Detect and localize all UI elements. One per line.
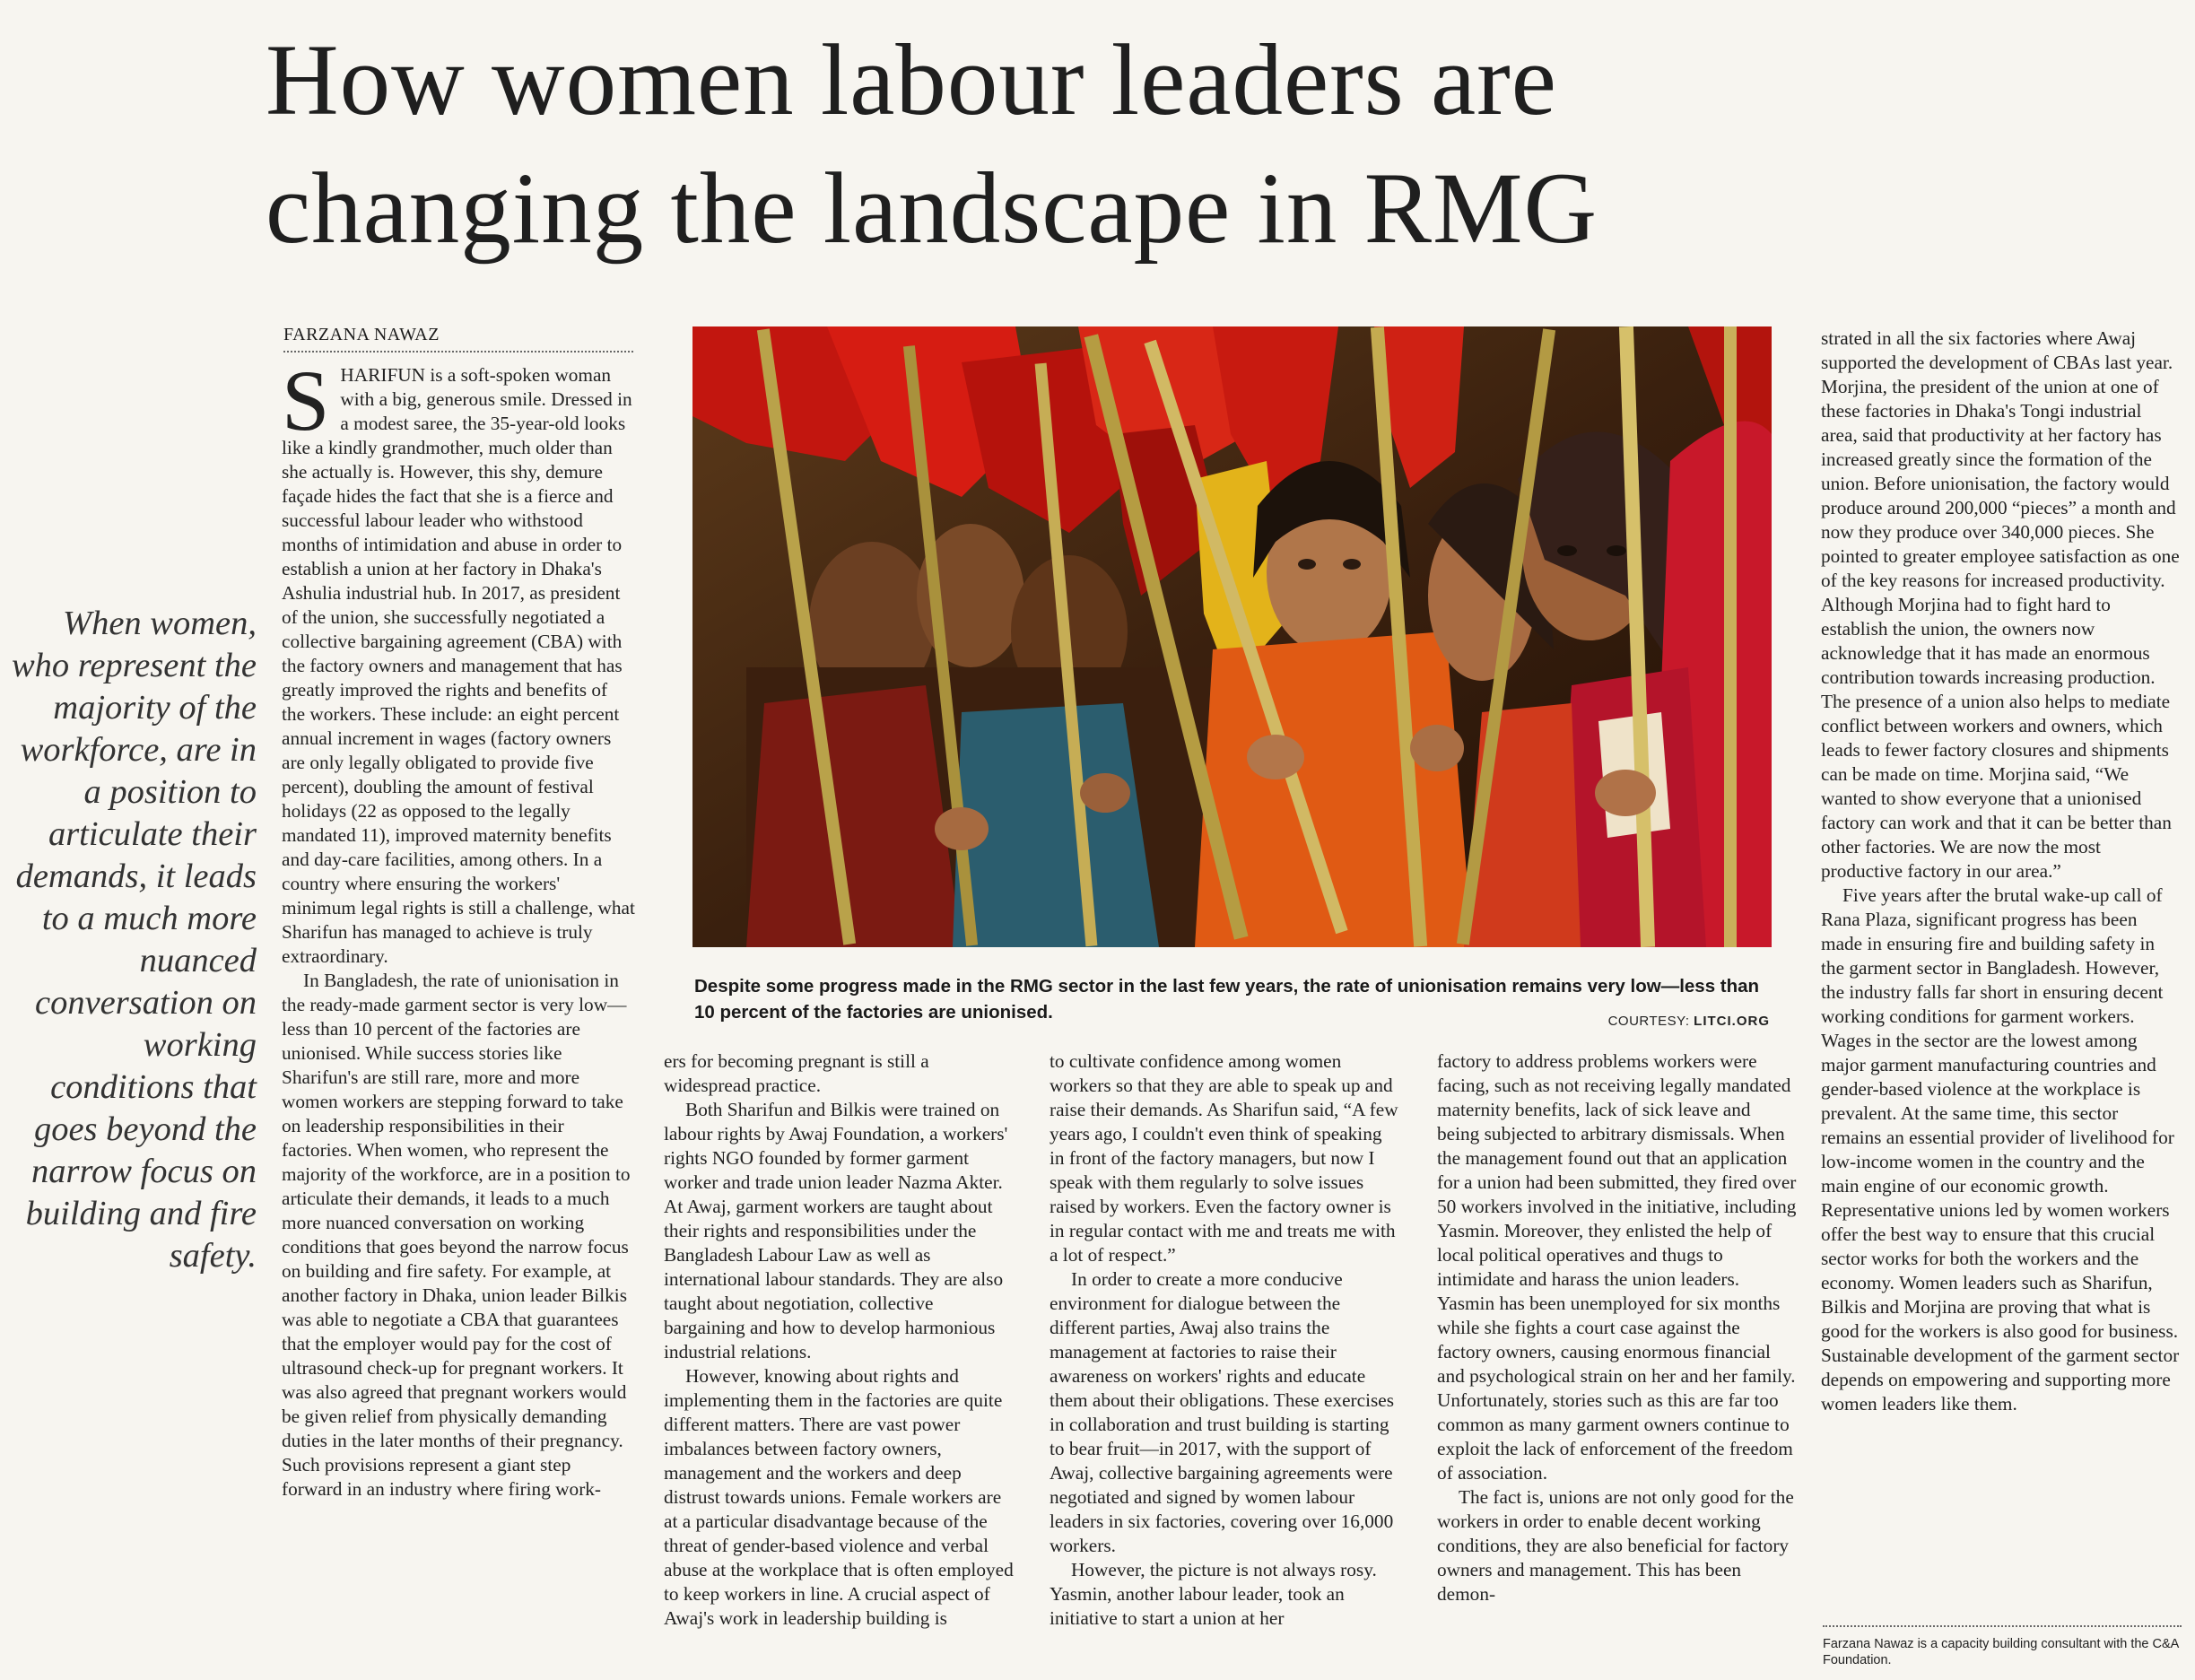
photo-credit [1608, 1014, 1770, 1029]
paragraph: However, knowing about rights and implementing them in the factories are quite different matters. There are vast power imbalances between factory owners, management and the workers and deep distrust towards unions. Female workers are at a particular disadvantage because of the threat of gender-based violence and verbal abuse at the workplace that is often employed to keep workers in line. A crucial aspect of Awaj's work in leadership building is [664, 1365, 1014, 1629]
drop-cap: S [282, 353, 330, 448]
article-column-5 [1821, 326, 2180, 1416]
paragraph: Both Sharifun and Bilkis were trained on labour rights by Awaj Foundation, a workers' rights NGO founded by former garment worker and trade union leader Nazma Akter. At Awaj, garment workers are taught about their rights and responsibilities under the Bangladesh Labour Law as well as international labour standards. They are also taught about negotiation, collective bargaining and how to develop harmonious industrial relations. [664, 1099, 1008, 1362]
paragraph: strated in all the six factories where Awaj supported the development of CBAs last year. Morjina, the president of the union at one of these factories in Dhaka's Tongi industrial area, said that productivity at her factory has increased greatly since the formation of the union. Before unionisation, the factory would produce around 200,000 “pieces” a month and now they produce over 340,000 pieces. She pointed to greater employee satisfaction as one of the key reasons for increased productivity. Although Morjina had to fight hard to establish the union, the owners now acknowledge that it has made an enormous contribution towards increasing production. The presence of a union also helps to mediate conflict between workers and owners, which leads to fewer factory closures and shipments can be made on time. Morjina said, “We wanted to show everyone that a unionised factory can work and that it can be better than other factories. We are now the most productive factory in our area.” [1821, 327, 2180, 882]
photo-caption: Despite some progress made in the RMG sector in the last few years, the rate of unionisation remains very low—less than 10 percent of the factories are unionised. [694, 976, 1760, 1023]
article-photo [692, 326, 1772, 947]
paragraph: In Bangladesh, the rate of unionisation in the ready-made garment sector is very low—less than 10 percent of the factories are unionised. While success stories like Sharifun's are still rare, more and more women workers are stepping forward to take on leadership responsibilities in their factories. When women, who represent the majority of the workforce, are in a position to articulate their demands, it leads to a much more nuanced conversation on working conditions that goes beyond the narrow focus on building and fire safety. For example, at another factory in Dhaka, union leader Bilkis was able to negotiate a CBA that guarantees that the employer would pay for the cost of ultrasound check-up for pregnant workers. It was also agreed that pregnant workers would be given relief from physically demanding duties in the later months of their pregnancy. Such provisions represent a giant step forward in an industry where firing work- [282, 970, 631, 1500]
pull-quote: When women, who represent the majority of the workforce, are in a position to articulate their demands, it leads to a much more nuanced conversation on working conditions that goes beyond the narrow focus on building and fire safety. [11, 605, 257, 1275]
article-column-3 [1050, 1049, 1401, 1631]
article-column-2 [664, 1049, 1015, 1631]
credit-label: COURTESY: [1607, 1014, 1690, 1029]
headline: How women labour leaders are changing the landscape in RMG [266, 24, 1598, 265]
paragraph: Five years after the brutal wake-up call of Rana Plaza, significant progress has been made in ensuring fire and building safety in the garment sector in Bangladesh. However, the industry falls far short in ensuring decent working conditions for garment workers. Wages in the sector are the lowest among major garment manufacturing countries and gender-based violence at the workplace is prevalent. At the same time, this sector remains an essential provider of livelihood for low-income women in the country and the main engine of our economic growth. Representative unions led by women workers offer the best way to ensure that this crucial sector works for both the workers and the economy. Women leaders such as Sharifun, Bilkis and Morjina are proving that what is good for the workers is also good for business. Sustainable development of the garment sector depends on empowering and supporting more women leaders like them. [1821, 884, 2180, 1415]
credit-source: LITCI.ORG [1694, 1014, 1770, 1029]
author-note: Farzana Nawaz is a capacity building consultant with the C&A Foundation. [1823, 1625, 2182, 1668]
paragraph: to cultivate confidence among women workers so that they are able to speak up and raise their demands. As Sharifun said, “A few years ago, I couldn't even think of speaking in front of the factory managers, but now I speak with them regularly to solve issues raised by workers. Even the factory owner is in regular contact with me and treats me with a lot of respect.” [1050, 1050, 1398, 1266]
paragraph: ers for becoming pregnant is still a widespread practice. [664, 1050, 929, 1096]
lead-text: HARIFUN is a soft-spoken woman with a big, generous smile. Dressed in a modest saree, the 35-year-old looks like a kindly grandmother, much older than she actually is. However, this shy, demure façade hides the fact that she is a fierce and successful labour leader who withstood months of intimidation and abuse in order to establish a union at her factory in Dhaka's Ashulia industrial hub. In 2017, as president of the union, she successfully negotiated a collective bargaining agreement (CBA) with the factory owners and management that has greatly improved the rights and benefits of the workers. These include: an eight percent annual increment in wages (factory owners are only legally obligated to provide five percent), doubling the amount of festival holidays (22 as opposed to the legally mandated 11), improved maternity benefits and day-care facilities, among others. In a country where ensuring the workers' minimum legal rights is still a challenge, what Sharifun has managed to achieve is truly extraordinary. [282, 364, 635, 967]
paragraph: In order to create a more conducive environment for dialogue between the different parties, Awaj also trains the management at factories to raise their awareness on workers' rights and educate them about their obligations. These exercises in collaboration and trust building is starting to bear fruit—in 2017, with the support of Awaj, collective bargaining agreements were negotiated and signed by women labour leaders in six factories, covering over 16,000 workers. [1050, 1268, 1395, 1556]
byline: FARZANA NAWAZ [283, 325, 633, 353]
paragraph: factory to address problems workers were facing, such as not receiving legally mandated maternity benefits, lack of sick leave and being subjected to arbitrary dismissals. When the management found out that an application for a union had been submitted, they fired over 50 workers involved in the initiative, including Yasmin. Moreover, they enlisted the help of local political operatives and thugs to intimidate and harass the union leaders. Yasmin has been unemployed for six months while she fights a court case against the factory owners, causing enormous financial and psychological strain on her and her family. Unfortunately, stories such as this are far too common as many garment owners continue to exploit the lack of enforcement of the freedom of association. [1437, 1050, 1797, 1484]
paragraph: However, the picture is not always rosy. Yasmin, another labour leader, took an initiative to start a union at her [1050, 1559, 1377, 1629]
paragraph: The fact is, unions are not only good for the workers in order to enable decent working conditions, they are also beneficial for factory owners and management. This has been demon- [1437, 1486, 1794, 1605]
photo-protest-workers [692, 326, 1772, 947]
lead-paragraph [282, 353, 635, 969]
article-column-1 [282, 353, 635, 1502]
article-column-4 [1437, 1049, 1798, 1606]
